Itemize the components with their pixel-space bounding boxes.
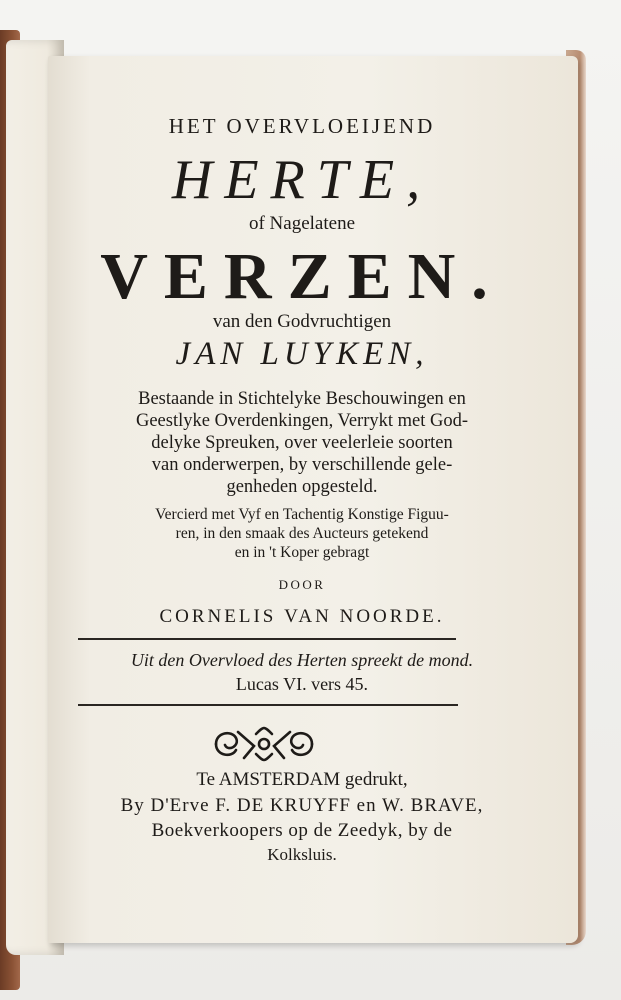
poet-name: JAN LUYKEN, [175, 336, 429, 372]
divider-bottom [78, 704, 458, 706]
by-label: DOOR [278, 577, 326, 592]
motto-reference: Lucas VI. vers 45. [235, 674, 369, 694]
editor-prefix: VAN [284, 606, 332, 627]
editor-name [60, 606, 544, 628]
description-line: genheden opgesteld. [226, 477, 378, 497]
imprint-city: Te AMSTERDAM gedrukt, [196, 769, 408, 790]
imprint-printers-a: By D'Erve F. [120, 795, 232, 816]
imprint-printers [60, 795, 544, 817]
title-main: VERZEN. [100, 240, 504, 313]
illustration-note-line: Vercierd met Vyf en Tachentig Konstige Figuu- [155, 506, 449, 523]
divider-top [78, 638, 456, 640]
description-line: delyke Spreuken, over veelerleie soorten [151, 433, 453, 453]
author-intro: van den Godvruchtigen [212, 311, 392, 332]
subtitle-connector: of Nagelatene [248, 213, 356, 234]
title-line-2: HERTE, [171, 149, 433, 211]
title-line-1: HET OVERVLOEIJEND [168, 114, 436, 138]
description-line: van onderwerpen, by verschillende gele- [151, 455, 453, 475]
editor-last-name: NOORDE. [339, 606, 445, 627]
editor-first-name: CORNELIS [159, 606, 277, 627]
scroll-fleuron-icon [208, 722, 320, 766]
description-line: Bestaande in Stichtelyke Beschouwingen en [138, 389, 466, 409]
imprint-address: Boekverkoopers op de Zeedyk, by de [151, 820, 453, 841]
imprint-printers-de: DE [236, 795, 265, 816]
description-line: Geestlyke Overdenkingen, Verrykt met God- [135, 411, 469, 431]
illustration-note-line: ren, in den smaak des Aucteurs getekend [175, 525, 429, 542]
imprint-location: Kolksluis. [267, 845, 337, 864]
illustration-note [80, 505, 524, 562]
illustration-note-line: en in 't Koper gebragt [234, 544, 370, 561]
motto: Uit den Overvloed des Herten spreekt de mond. [130, 650, 474, 670]
description-block [80, 388, 524, 498]
imprint-printers-b: KRUYFF en W. BRAVE, [269, 795, 484, 816]
